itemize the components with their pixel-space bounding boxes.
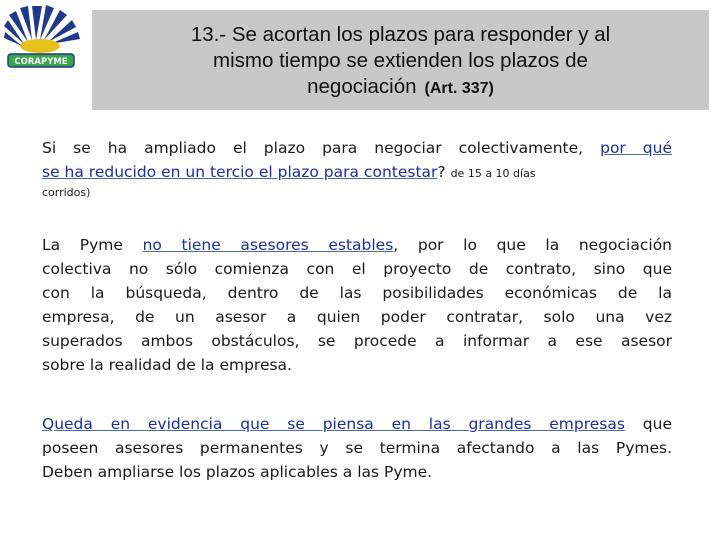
paragraph2-line4: empresa, de un asesor a quien poder contratar, solo una vez — [42, 308, 672, 326]
paragraph-question — [42, 136, 672, 200]
title-line-2: mismo tiempo se extienden los plazos de — [213, 49, 588, 72]
paragraph3-line1-end: que — [642, 415, 672, 433]
article-reference: (Art. 337) — [424, 80, 494, 97]
paragraph3-line1 — [42, 412, 672, 436]
sunburst-icon — [4, 5, 80, 53]
paragraph2-line2: colectiva no sólo comienza con el proyecto de contrato, sino que — [42, 260, 672, 278]
paragraph-evidence — [42, 412, 672, 484]
paragraph2-line3: con la búsqueda, dentro de las posibilidades económicas de la — [42, 284, 672, 302]
slide-title — [92, 22, 709, 102]
plazo-contestar-link[interactable]: se ha reducido en un tercio el plazo para contestar — [42, 163, 438, 181]
question-mark: ? — [437, 163, 446, 181]
title-negociacion: negociación — [307, 75, 417, 98]
paragraph2-line1 — [42, 233, 672, 257]
paragraph1-line2 — [42, 160, 672, 186]
corapyme-logo — [4, 2, 84, 74]
logo-wordmark: CORAPYME — [14, 57, 68, 67]
paragraph1-line1 — [42, 136, 672, 160]
days-note-continued: corridos) — [42, 186, 91, 199]
pyme-label: La Pyme — [42, 236, 123, 254]
paragraph-pyme — [42, 233, 672, 377]
paragraph2-line6: sobre la realidad de la empresa. — [42, 356, 292, 374]
title-line-1: 13.- Se acortan los plazos para responder y al — [190, 23, 611, 46]
title-banner — [92, 10, 709, 110]
title-line-3 — [92, 74, 709, 102]
paragraph1-text: Si se ha ampliado el plazo para negociar colectivamente, — [42, 139, 584, 157]
por-que-link[interactable]: por qué — [600, 139, 673, 157]
days-note: de 15 a 10 días — [450, 167, 536, 180]
paragraph2-line5: superados ambos obstáculos, se procede a informar a ese asesor — [42, 332, 672, 350]
grandes-empresas-link[interactable]: Queda en evidencia que se piensa en las grandes empresas — [42, 415, 625, 433]
paragraph2-line1-end: , por lo que la negociación — [393, 236, 672, 254]
paragraph3-line2: poseen asesores permanentes y se termina afectando a las Pymes. — [42, 439, 672, 457]
paragraph3-line3: Deben ampliarse los plazos aplicables a las Pyme. — [42, 463, 433, 481]
no-asesores-link[interactable]: no tiene asesores estables — [142, 236, 394, 254]
